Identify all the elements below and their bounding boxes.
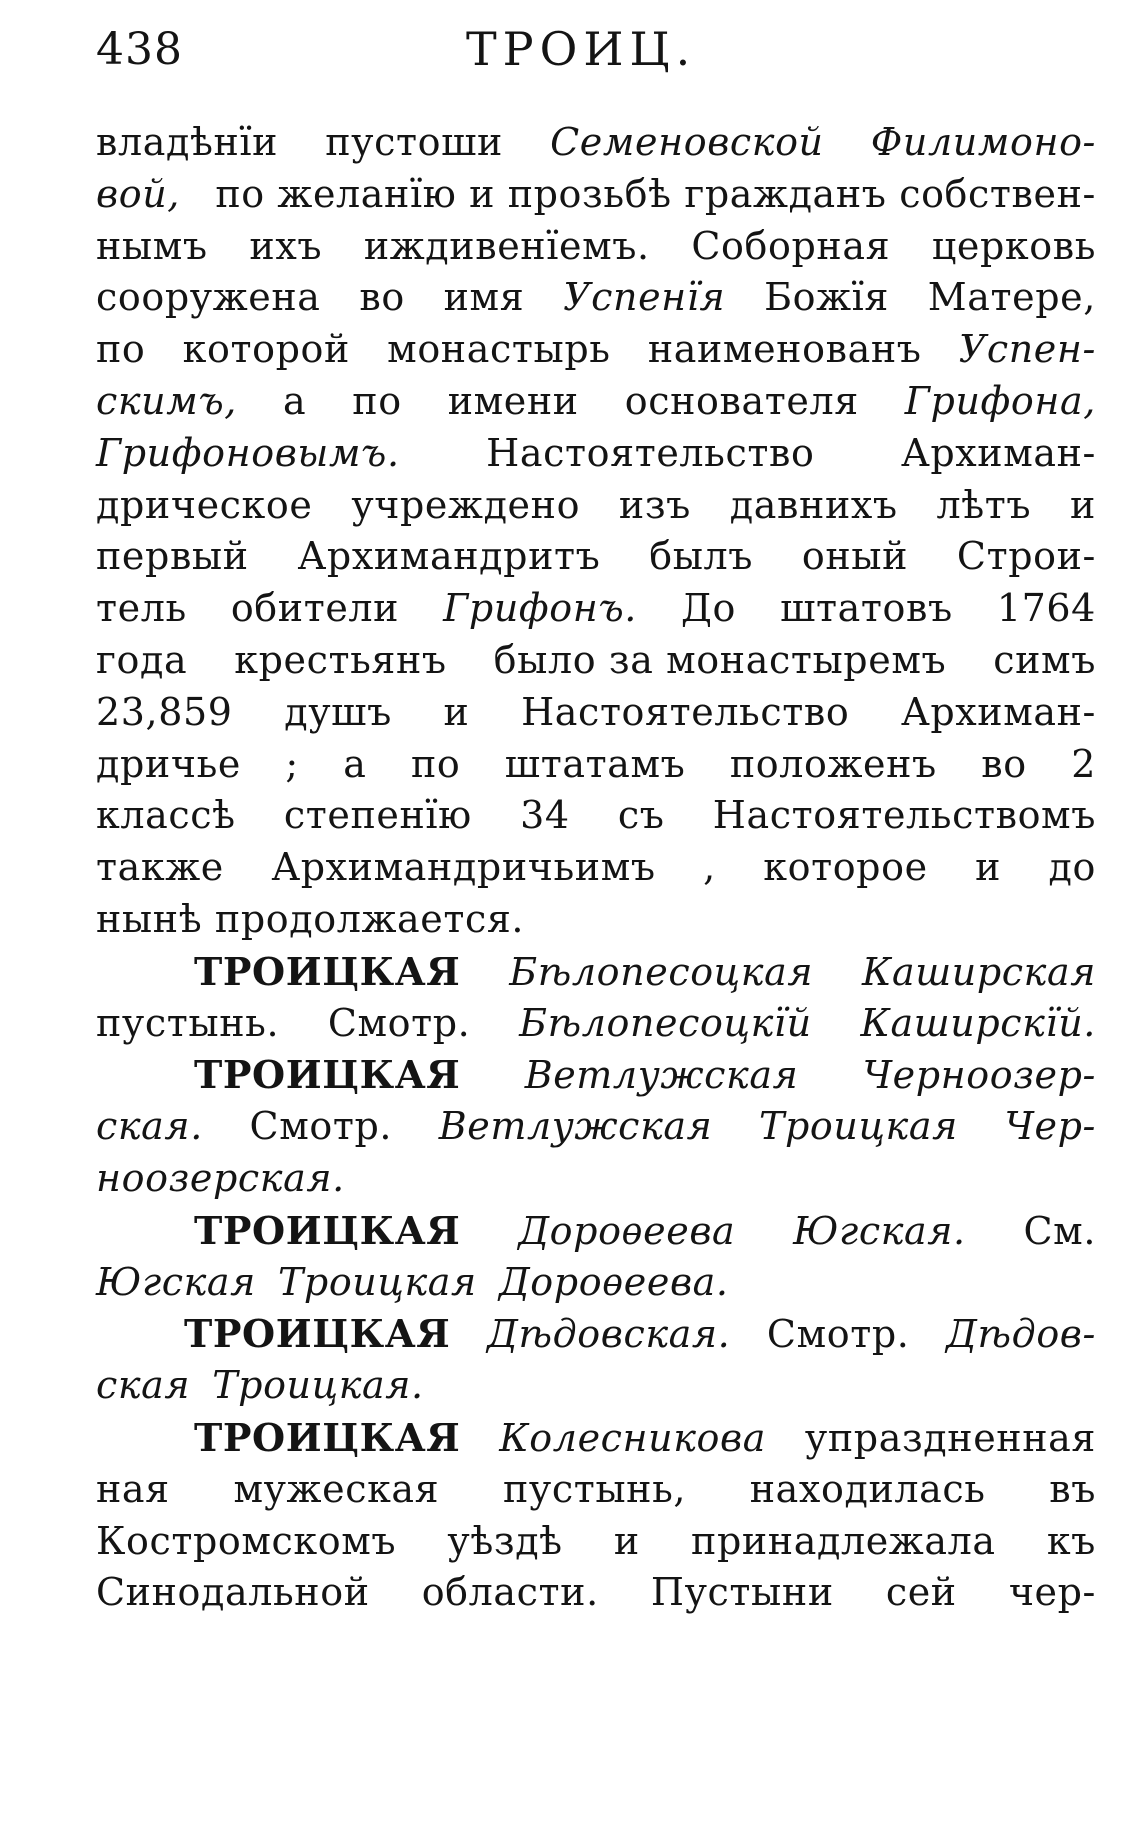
word: къ [1046, 1518, 1096, 1563]
italic-word: Грифоновымъ. [96, 430, 400, 475]
entry-heading: ТРОИЦКАЯ [194, 1207, 461, 1253]
italic-word: скимъ, [96, 378, 237, 423]
word: во [359, 275, 405, 320]
word: лѣтъ [936, 482, 1032, 527]
word: былъ [649, 534, 754, 579]
text-line [96, 379, 1096, 431]
italic-word: Успенїя [563, 275, 726, 320]
text-line [96, 483, 1096, 535]
word: по [352, 378, 402, 423]
text-line [96, 1260, 1096, 1312]
word: которой [182, 327, 350, 372]
word: и [613, 1518, 640, 1563]
word: , [703, 845, 716, 890]
word: 1764 [996, 586, 1096, 631]
word: Архимандричьимъ [271, 845, 656, 890]
word: мужеская [233, 1466, 440, 1511]
text-line [96, 690, 1096, 742]
text-line [96, 1519, 1096, 1571]
word: Смотр. [249, 1104, 393, 1149]
word: обители [230, 586, 400, 631]
word: находилась [749, 1466, 986, 1511]
word: оный [801, 534, 909, 579]
word: принадлежала [691, 1518, 996, 1563]
text-line [96, 1467, 1096, 1519]
italic-word: Югская [96, 1259, 256, 1304]
italic-word: Чер- [1004, 1104, 1096, 1149]
word: крестьянъ [234, 637, 447, 682]
word: нымъ [96, 223, 208, 268]
text-line [96, 1208, 1096, 1260]
word: классѣ [96, 793, 236, 838]
word: Архиман- [900, 689, 1096, 734]
italic-word: Троицкая [277, 1259, 477, 1304]
text-line [96, 1104, 1096, 1156]
word: Матере, [927, 275, 1096, 320]
italic-word: Троицкая [759, 1104, 958, 1149]
text-line [96, 1363, 1096, 1415]
word: по [96, 327, 146, 372]
word: степенїю [283, 793, 472, 838]
italic-word: Колесникова [499, 1415, 766, 1460]
italic-word: Филимоно- [870, 120, 1096, 164]
word: уѣздѣ [447, 1518, 563, 1563]
text-line [96, 638, 1096, 690]
word: Смотр. [766, 1312, 910, 1357]
word: первый [96, 534, 249, 579]
page-number: 438 [96, 24, 183, 75]
text-line [96, 431, 1096, 483]
word: имя [443, 275, 525, 320]
word: и [443, 689, 470, 734]
word: съ [617, 793, 665, 838]
entry-heading: ТРОИЦКАЯ [194, 948, 461, 994]
word: Архиман- [900, 430, 1096, 475]
word: сей [885, 1570, 957, 1615]
word: См. [1023, 1208, 1096, 1253]
italic-word: Бѣлопесоцкїй [519, 1000, 812, 1045]
word: положенъ [729, 741, 937, 786]
word: ная [96, 1466, 170, 1511]
word: и [975, 845, 1002, 890]
entry-heading: ТРОИЦКАЯ [184, 1311, 451, 1357]
word: Строи- [956, 534, 1096, 579]
word: упраздненная [804, 1415, 1096, 1460]
text-line [96, 172, 1096, 224]
text-line [96, 1311, 1096, 1363]
text-line [96, 949, 1096, 1001]
word: Пустыни [650, 1570, 834, 1615]
word: пустынь. [96, 1000, 280, 1045]
text-line [96, 224, 1096, 276]
word: до [1048, 845, 1096, 890]
word: основателя [624, 378, 859, 423]
word: ; [285, 741, 299, 786]
word: Синодальной [96, 1570, 370, 1615]
entry-heading: ТРОИЦКАЯ [194, 1414, 461, 1460]
italic-word: Ветлужская [524, 1053, 799, 1098]
word: наименованъ [647, 327, 922, 372]
word: пустоши [325, 120, 503, 164]
italic-word: Бѣлопесоцкая [509, 949, 814, 994]
text-line [96, 1415, 1096, 1467]
word: и [1070, 482, 1096, 527]
italic-word: Черноозер- [862, 1053, 1096, 1098]
italic-word: ская. [96, 1104, 203, 1149]
word: Костромскомъ [96, 1518, 397, 1563]
word: 34 [520, 793, 570, 838]
word: имени [447, 378, 579, 423]
word: а [343, 741, 367, 786]
italic-word: Каширскїй. [860, 1000, 1096, 1045]
italic-word: ноозерская. [96, 1155, 345, 1200]
word: Настоятельствомъ [712, 793, 1096, 838]
word: Настоятельство [486, 430, 815, 475]
word: чер- [1008, 1570, 1096, 1615]
running-head: ТРОИЦ. [466, 22, 697, 76]
italic-word: ская [96, 1363, 191, 1408]
word: 2 [1071, 741, 1096, 786]
word: было за монастыремъ [493, 637, 947, 682]
word: Настоятельство [521, 689, 850, 734]
word: которое [763, 845, 928, 890]
entry-heading: ТРОИЦКАЯ [194, 1052, 461, 1098]
italic-word: Троицкая. [212, 1363, 424, 1408]
italic-word: Грифона, [904, 378, 1096, 423]
text-line [96, 534, 1096, 586]
italic-word: Ветлужская [438, 1104, 713, 1149]
text-line [96, 327, 1096, 379]
text-line [96, 275, 1096, 327]
italic-word: Дороѳеева. [498, 1259, 729, 1304]
text-line [96, 742, 1096, 794]
word: Соборная [691, 223, 891, 268]
text-line [96, 793, 1096, 845]
text-line [96, 120, 1096, 172]
word: ихъ [249, 223, 323, 268]
word: а [282, 378, 307, 423]
word: До [681, 586, 737, 631]
word: дричье [96, 741, 241, 786]
text-line [96, 845, 1096, 897]
italic-word: Дѣдов- [946, 1312, 1096, 1357]
word: пустынь, [502, 1466, 687, 1511]
italic-word: Грифонъ. [443, 586, 637, 631]
italic-word: вой, [96, 171, 180, 216]
word: штатовъ [780, 586, 953, 631]
word: въ [1049, 1466, 1096, 1511]
italic-word: Семеновской [550, 120, 824, 164]
text-line [96, 1570, 1096, 1622]
word: Архимандритъ [297, 534, 601, 579]
text-line [96, 1001, 1096, 1053]
word: по [410, 741, 461, 786]
word: также [96, 845, 224, 890]
word: владѣнїи [96, 120, 279, 164]
word: изъ [618, 482, 691, 527]
italic-word: Дороѳеева [518, 1208, 736, 1253]
text-line [96, 897, 1096, 949]
word: по желанїю и прозьбѣ гражданъ собствен- [215, 171, 1096, 216]
word: 23,859 [96, 689, 233, 734]
word: области. [421, 1570, 599, 1615]
italic-word: Югская. [793, 1208, 966, 1253]
word: тель [96, 586, 187, 631]
word: дрическое [96, 482, 313, 527]
word: учреждено [351, 482, 581, 527]
word: церковь [931, 223, 1096, 268]
text-line [96, 586, 1096, 638]
italic-word: Успен- [958, 327, 1096, 372]
italic-word: Каширская [861, 949, 1096, 994]
word: давнихъ [729, 482, 898, 527]
word: во [981, 741, 1027, 786]
text-line [96, 1052, 1096, 1104]
word: монастырь [387, 327, 611, 372]
text-line [96, 1156, 1096, 1208]
word: Божїя [764, 275, 889, 320]
page-header [92, 14, 1082, 84]
italic-word: Дѣдовская. [486, 1312, 731, 1357]
word: Смотр. [327, 1000, 471, 1045]
word: штатамъ [504, 741, 686, 786]
word: симъ [993, 637, 1096, 682]
word: душъ [284, 689, 392, 734]
word: иждивенїемъ. [363, 223, 650, 268]
word: года [96, 637, 188, 682]
word: нынѣ продолжается. [96, 896, 525, 941]
word: сооружена [96, 275, 321, 320]
body-text [96, 120, 1096, 1622]
